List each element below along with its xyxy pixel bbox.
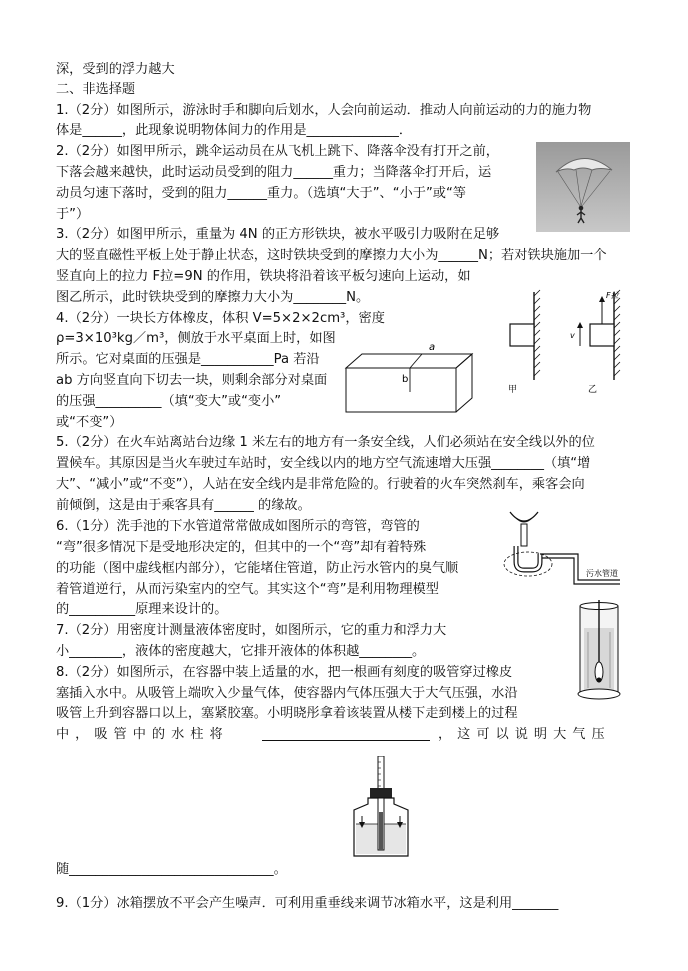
label-F: F拉 — [606, 291, 619, 300]
text-line: 或“不变”） — [56, 415, 123, 430]
question-9: 9.（1分）冰箱摆放不平会产生噪声．可利用重垂线来调节冰箱水平，这是利用_______ — [56, 896, 559, 911]
question-6: 6.（1分）洗手池的下水管道常常做成如图所示的弯管，弯管的 — [56, 519, 420, 534]
question-8: 8.（2分）如图所示，在容器中装上适量的水，把一根画有刻度的吸管穿过橡皮 — [56, 665, 513, 680]
text-line: 的__________原理来设计的。 — [56, 602, 228, 617]
hydrometer-figure — [568, 598, 632, 702]
rubber-block-figure — [340, 340, 480, 416]
text-line: 图乙所示，此时铁块受到的摩擦力大小为________N。 — [56, 290, 370, 305]
bottle-straw-figure — [348, 756, 418, 860]
question-7: 7.（2分）用密度计测量液体密度时，如图所示，它的重力和浮力大 — [56, 623, 447, 638]
label-b: b — [402, 374, 409, 385]
text-line: 小________，液体的密度越大，它排开液体的体积越________。 — [56, 644, 426, 659]
text-line: 塞插入水中。从吸管上端吹入少量气体，使容器内气体压强大于大气压强，水沿 — [56, 686, 518, 701]
text-line: 于”） — [56, 207, 90, 222]
text-line: 的压强__________（填“变大”或“变小” — [56, 394, 282, 409]
text-line: 中，吸管中的水柱将 — [56, 727, 229, 742]
magnet-board-figure — [494, 284, 634, 396]
text-line: ab 方向竖直向下切去一块，则剩余部分对桌面 — [56, 373, 328, 388]
text-line: 深，受到的浮力越大 — [56, 62, 175, 77]
text-line: ，这可以说明大气压 — [438, 727, 611, 742]
text-line: 动员匀速下落时，受到的阻力______重力。（选填“大于”、“小于”或“等 — [56, 186, 466, 201]
text-line: 所示。它对桌面的压强是___________Pa 若沿 — [56, 352, 320, 367]
text-line: 着管道逆行，从而污染室内的空气。其实这个“弯”是利用物理模型 — [56, 582, 439, 597]
question-5: 5.（2分）在火车站离站台边缘 1 米左右的地方有一条安全线，人们必须站在安全线以外的位 — [56, 435, 595, 450]
parachutist-figure — [536, 142, 630, 232]
text-line: 体是______，此现象说明物体间力的作用是______________． — [56, 123, 413, 138]
text-line: 的功能（图中虚线框内部分），它能堵住管道，防止污水管内的臭气顺 — [56, 561, 459, 576]
sink-trap-figure — [494, 506, 634, 590]
question-2: 2.（2分）如图甲所示，跳伞运动员在从飞机上跳下、降落伞没有打开之前， — [56, 144, 499, 159]
question-1: 1.（2分）如图所示，游泳时手和脚向后划水，人会向前运动．推动人向前运动的力的施力物 — [56, 103, 592, 118]
text-line: 大的竖直磁性平板上处于静止状态，这时铁块受到的摩擦力大小为______N；若对铁块施加一个 — [56, 248, 607, 263]
label-jia: 甲 — [508, 385, 518, 395]
text-line: 竖直向上的拉力 F拉=9N 的作用，铁块将沿着该平板匀速向上运动，如 — [56, 269, 471, 284]
section-heading: 二、非选择题 — [56, 82, 136, 97]
text-line: 随_______________________________。 — [56, 862, 287, 877]
label-v: v — [570, 331, 575, 340]
text-line: ρ=3×10³kg／m³，侧放于水平桌面上时，如图 — [56, 331, 336, 346]
answer-blank[interactable] — [262, 740, 430, 741]
text-line: 前倾倒，这是由于乘客具有______ 的缘故。 — [56, 498, 311, 513]
text-line: 置候车。其原因是当火车驶过车站时，安全线以内的地方空气流速增大压强________（填“增 — [56, 456, 591, 471]
pipe-label: 污水管道 — [586, 569, 618, 578]
text-line: 吸管上升到容器口以上，塞紧胶塞。小明晓彤拿着该装置从楼下走到楼上的过程 — [56, 706, 518, 721]
question-3: 3.（2分）如图甲所示，重量为 4N 的正方形铁块，被水平吸引力吸附在足够 — [56, 227, 500, 242]
label-yi: 乙 — [588, 385, 598, 395]
text-line: 大”、“减小”或“不变”），人站在安全线内是非常危险的。行驶着的火车突然刹车，乘客会向 — [56, 477, 585, 492]
question-4: 4.（2分）一块长方体橡皮，体积 V=5×2×2cm³，密度 — [56, 311, 385, 326]
text-line: “弯”很多情况下是受地形决定的，但其中的一个“弯”却有着特殊 — [56, 540, 427, 555]
text-line: 下落会越来越快，此时运动员受到的阻力______重力；当降落伞打开后，运 — [56, 165, 492, 180]
label-a: a — [429, 342, 436, 353]
